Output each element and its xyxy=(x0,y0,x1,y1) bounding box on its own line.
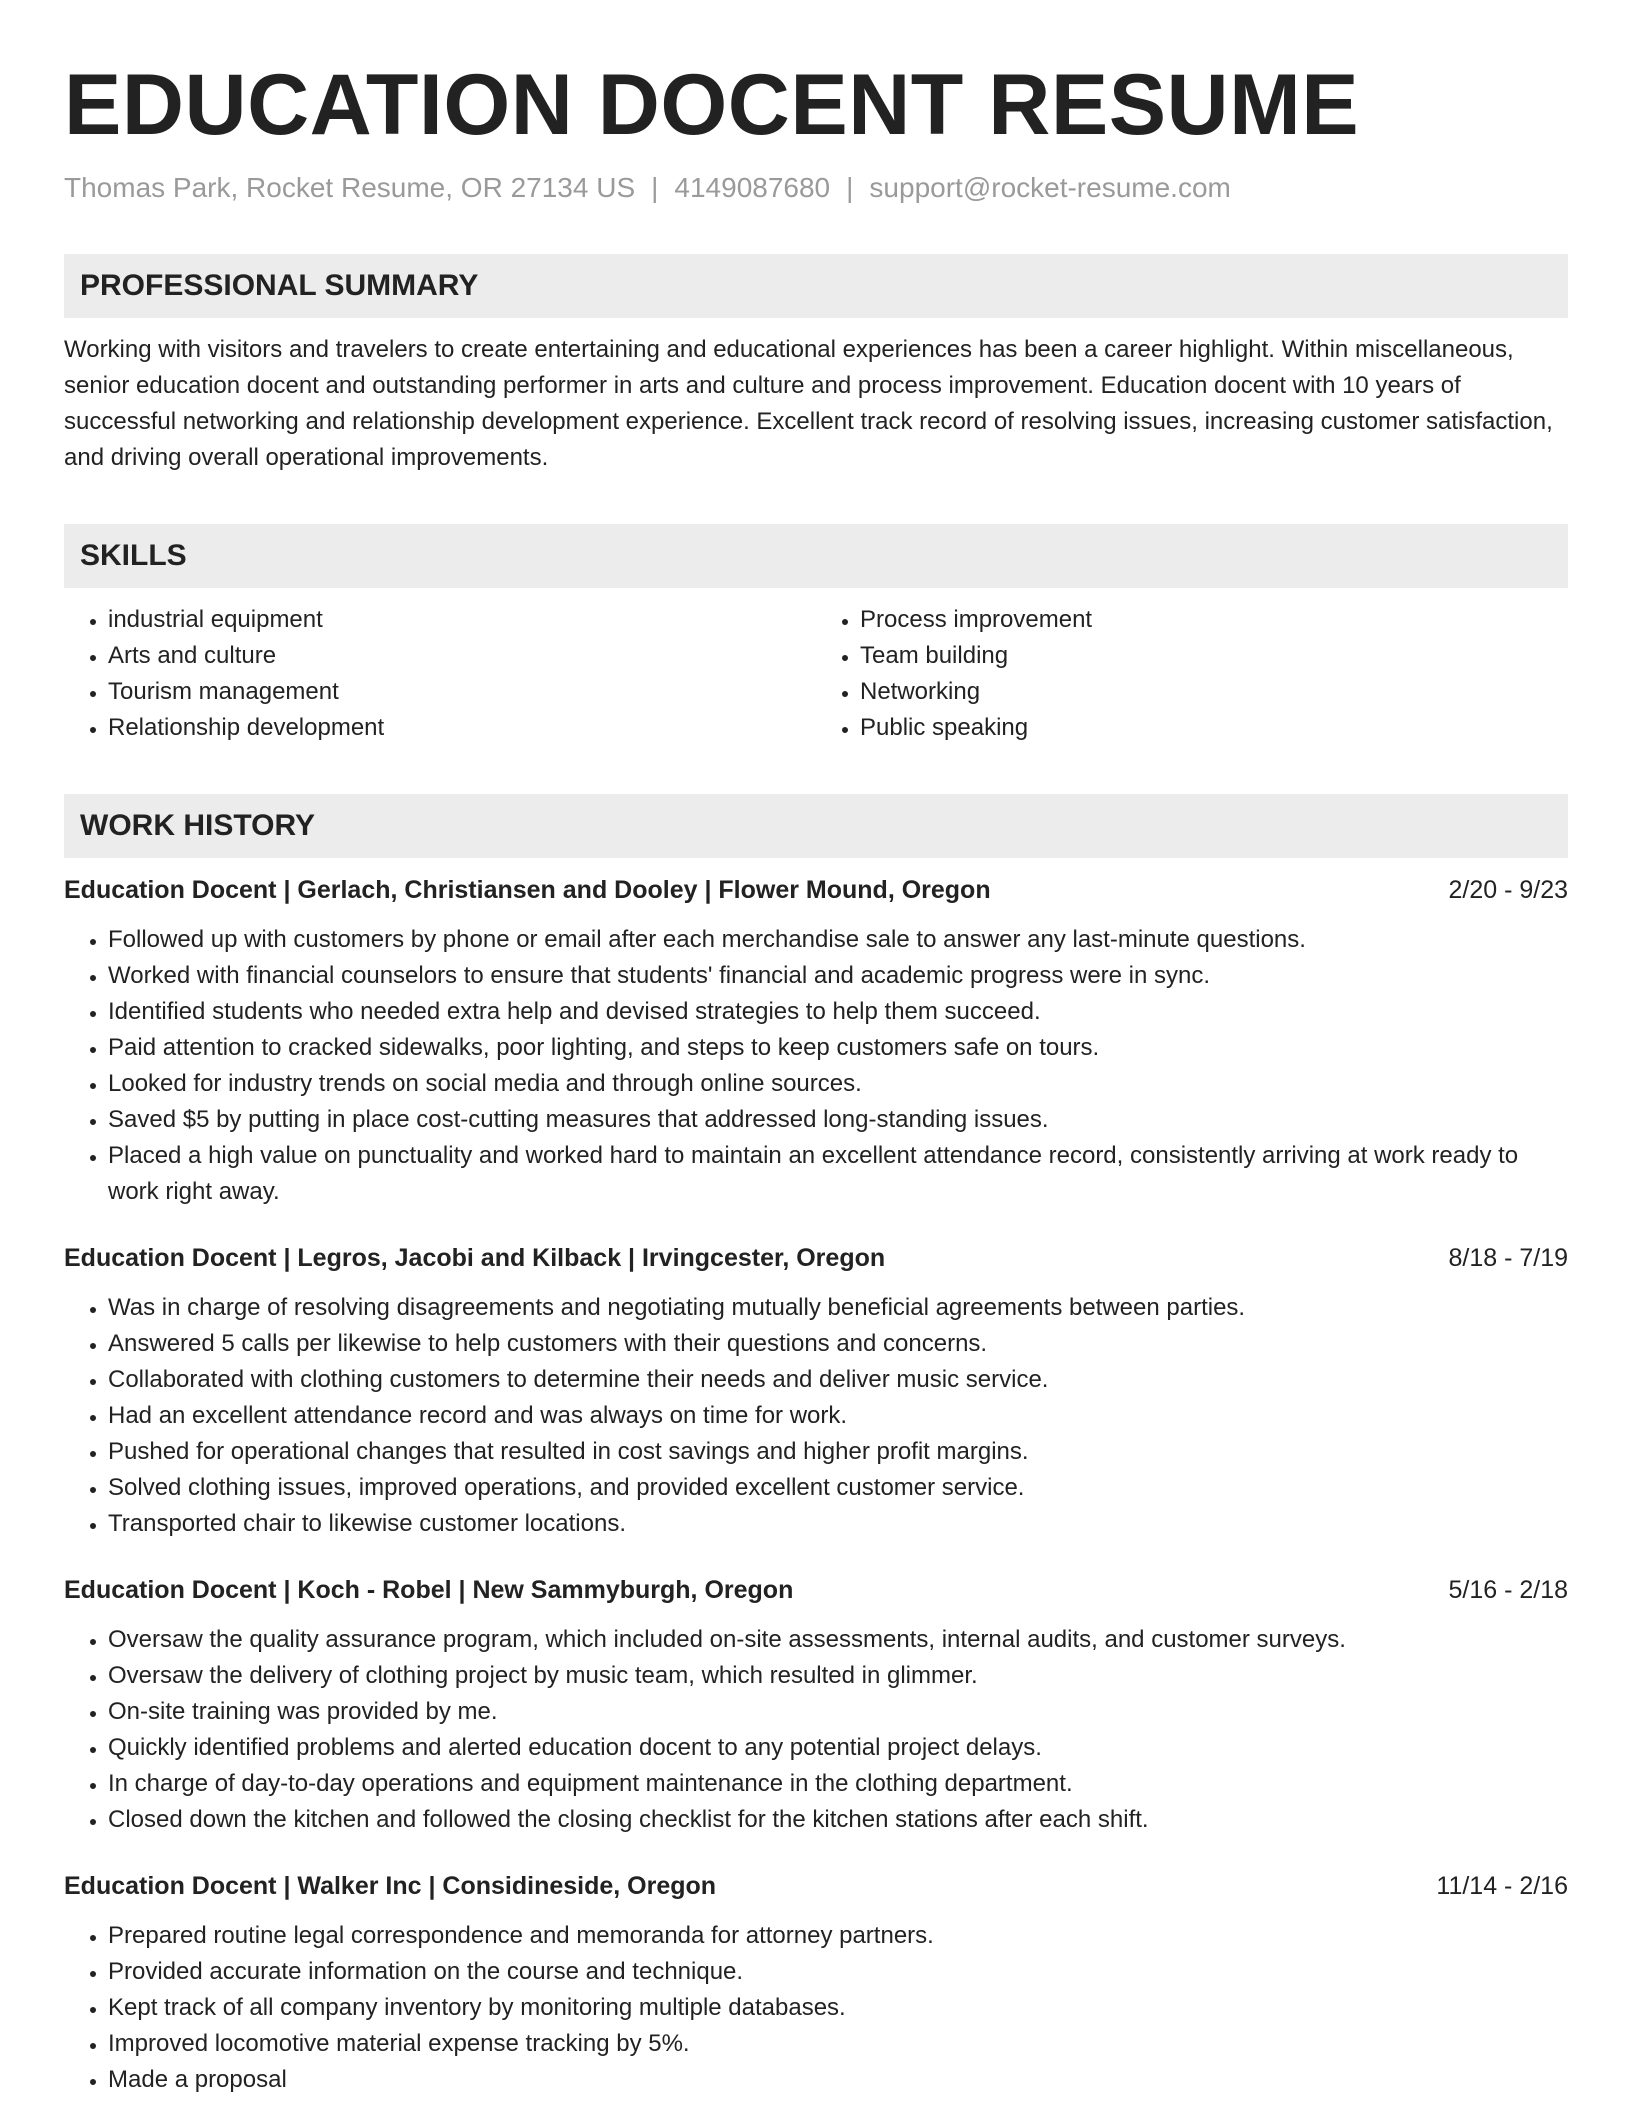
job-entry xyxy=(64,1572,1568,1838)
job-dates: 5/16 - 2/18 xyxy=(1448,1576,1568,1604)
skills-heading: SKILLS xyxy=(64,524,1568,588)
job-title: Education Docent | Legros, Jacobi and Kilback | Irvingcester, Oregon xyxy=(64,1244,886,1272)
contact-email: support@rocket-resume.com xyxy=(869,172,1231,203)
job-dates: 8/18 - 7/19 xyxy=(1448,1244,1568,1272)
job-entry xyxy=(64,1240,1568,1542)
job-bullets xyxy=(64,1918,1568,2098)
contact-line xyxy=(64,170,1568,206)
job-bullet: • Pushed for operational changes that resulted in cost savings and higher profit margins. xyxy=(108,1434,1568,1470)
job-bullet: • Oversaw the quality assurance program, which included on-site assessments, internal audits, and customer surveys. xyxy=(108,1622,1568,1658)
job-bullet: • Answered 5 calls per likewise to help customers with their questions and concerns. xyxy=(108,1326,1568,1362)
page-title: EDUCATION DOCENT RESUME xyxy=(64,57,1360,153)
job-title: Education Docent | Walker Inc | Considineside, Oregon xyxy=(64,1872,717,1900)
skill-item: • Team building xyxy=(860,638,1568,674)
job-bullet: • Provided accurate information on the course and technique. xyxy=(108,1954,1568,1990)
job-bullet: • Followed up with customers by phone or email after each merchandise sale to answer any last-minute questions. xyxy=(108,922,1568,958)
job-bullet: • Worked with financial counselors to ensure that students' financial and academic progress were in sync. xyxy=(108,958,1568,994)
job-bullet: • Oversaw the delivery of clothing project by music team, which resulted in glimmer. xyxy=(108,1658,1568,1694)
job-bullet: • Improved locomotive material expense tracking by 5%. xyxy=(108,2026,1568,2062)
job-bullet: • Paid attention to cracked sidewalks, poor lighting, and steps to keep customers safe on tours. xyxy=(108,1030,1568,1066)
job-bullet: • Transported chair to likewise customer locations. xyxy=(108,1506,1568,1542)
job-dates: 11/14 - 2/16 xyxy=(1436,1872,1568,1900)
job-bullet: • Made a proposal xyxy=(108,2062,1568,2098)
job-bullet: • Solved clothing issues, improved operations, and provided excellent customer service. xyxy=(108,1470,1568,1506)
skills-column-right xyxy=(816,602,1568,746)
skill-item: • Tourism management xyxy=(108,674,816,710)
job-bullet: • Placed a high value on punctuality and worked hard to maintain an excellent attendance record, consistently arriving at work ready to work right away. xyxy=(108,1138,1568,1210)
skill-item: • Process improvement xyxy=(860,602,1568,638)
skill-item: • Networking xyxy=(860,674,1568,710)
summary-text: Working with visitors and travelers to create entertaining and educational experiences has been a career highlight. Within miscellaneous, senior education docent and outstanding performer in arts and culture and process improvement. Education docent with 10 years of successful networking and relationship development experience. Excellent track record of resolving issues, increasing customer satisfaction, and driving overall operational improvements. xyxy=(64,336,1553,471)
job-dates: 2/20 - 9/23 xyxy=(1448,876,1568,904)
job-bullet: • Closed down the kitchen and followed the closing checklist for the kitchen stations after each shift. xyxy=(108,1802,1568,1838)
job-entry xyxy=(64,872,1568,1210)
summary-heading: PROFESSIONAL SUMMARY xyxy=(64,254,1568,318)
job-bullets xyxy=(64,922,1568,1210)
job-title: Education Docent | Gerlach, Christiansen and Dooley | Flower Mound, Oregon xyxy=(64,876,991,904)
skill-item: • Relationship development xyxy=(108,710,816,746)
job-bullets xyxy=(64,1622,1568,1838)
job-bullet: • Quickly identified problems and alerted education docent to any potential project delays. xyxy=(108,1730,1568,1766)
skill-item: • Arts and culture xyxy=(108,638,816,674)
skills-list xyxy=(64,602,1568,746)
job-bullet: • On-site training was provided by me. xyxy=(108,1694,1568,1730)
job-entry xyxy=(64,1868,1568,2098)
job-bullet: • Had an excellent attendance record and was always on time for work. xyxy=(108,1398,1568,1434)
job-bullet: • Was in charge of resolving disagreements and negotiating mutually beneficial agreements between parties. xyxy=(108,1290,1568,1326)
job-bullet: • Collaborated with clothing customers to determine their needs and deliver music service. xyxy=(108,1362,1568,1398)
job-bullet: • Prepared routine legal correspondence and memoranda for attorney partners. xyxy=(108,1918,1568,1954)
work-history-heading: WORK HISTORY xyxy=(64,794,1568,858)
job-bullet: • Kept track of all company inventory by monitoring multiple databases. xyxy=(108,1990,1568,2026)
skill-item: • industrial equipment xyxy=(108,602,816,638)
job-title: Education Docent | Koch - Robel | New Sammyburgh, Oregon xyxy=(64,1576,794,1604)
job-bullet: • Saved $5 by putting in place cost-cutting measures that addressed long-standing issues. xyxy=(108,1102,1568,1138)
skill-item: • Public speaking xyxy=(860,710,1568,746)
contact-phone: 4149087680 xyxy=(674,172,831,203)
job-bullet: • Looked for industry trends on social media and through online sources. xyxy=(108,1066,1568,1102)
job-bullet: • Identified students who needed extra help and devised strategies to help them succeed. xyxy=(108,994,1568,1030)
skills-column-left xyxy=(64,602,816,746)
contact-separator: | xyxy=(651,172,659,203)
contact-address: Thomas Park, Rocket Resume, OR 27134 US xyxy=(64,172,636,203)
contact-separator: | xyxy=(846,172,854,203)
job-bullets xyxy=(64,1290,1568,1542)
job-bullet: • In charge of day-to-day operations and equipment maintenance in the clothing department. xyxy=(108,1766,1568,1802)
